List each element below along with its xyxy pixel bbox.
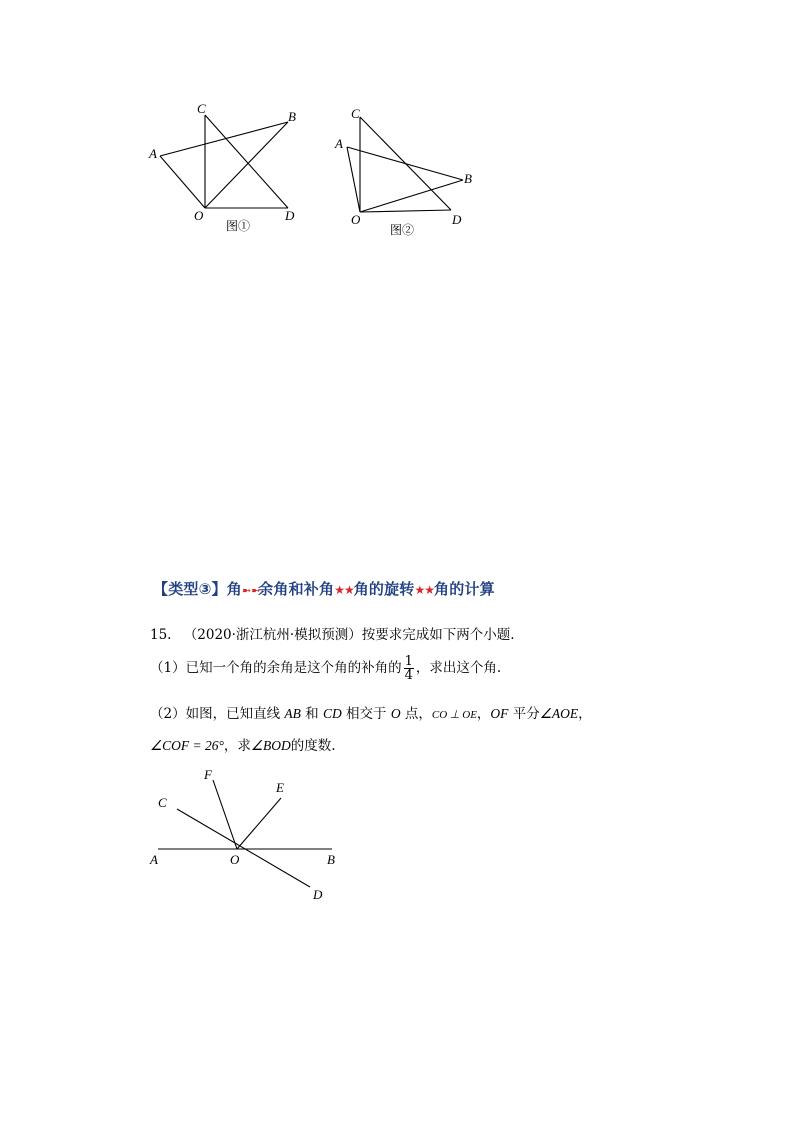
problem-part-2 [150,702,592,722]
fig1-segment-ao [160,156,205,208]
fig3-label-f: F [204,767,212,782]
problem-part-1 [150,655,501,682]
fig3-label-d: D [313,887,323,902]
fig1-segment-cd [205,115,288,208]
line3-text-a: ，求 [223,738,251,754]
star-icon: ★★ [334,583,354,597]
fig1-caption: 图① [226,219,251,233]
part2-text-and: 和 [300,706,323,722]
problem-part-2-cont [150,734,336,754]
point-o: O [390,706,401,721]
angle-aoe: ∠AOE [539,706,579,721]
arrow-icon: ➼ ➼ [241,584,259,597]
line3-text-b: 的度数. [290,738,336,754]
fig2-label-d: D [452,212,462,227]
fig3-label-a: A [150,852,158,867]
problem-header [150,623,515,643]
angle-bod: ∠BOD [250,738,291,753]
fig1-label-a: A [149,146,157,161]
heading-title-mid2: 角的旋转 [353,580,415,598]
fig3-ray-oe [237,798,281,849]
angle-cof-given: ∠COF = 26° [150,738,224,753]
problem-number: 15. [150,627,172,643]
ray-of: OF [490,706,509,721]
part2-text-c: 点， [400,706,432,722]
fig2-segment-ao [347,147,360,212]
fig3-label-b: B [327,852,335,867]
fig1-label-c: C [197,101,206,116]
figure-2 [330,100,490,245]
fraction-one-quarter [404,655,414,682]
perpendicular-condition: CO ⊥ OE [431,709,477,721]
fraction-denominator: 4 [404,668,413,683]
part2-text-e: 平分 [508,706,540,722]
line-cd: CD [322,706,342,721]
fig1-label-b: B [288,109,296,124]
fig3-ray-of [213,780,237,849]
figure-3 [140,760,360,910]
fig1-label-o: O [194,208,204,223]
fraction-numerator: 1 [404,654,413,669]
part2-text-d: ， [476,706,491,722]
part1-text-b: ，求出这个角. [415,660,502,676]
line-ab: AB [284,706,301,721]
fig2-label-b: B [464,171,472,186]
heading-title-end: 角的计算 [434,580,495,598]
fig3-label-c: C [158,795,167,810]
heading-title-open: 【类型③】角 [153,580,242,598]
fig3-line-cd [177,809,310,887]
fig2-label-o: O [351,212,361,227]
fig3-label-o: O [230,852,240,867]
heading-title-mid1: 余角和补角 [258,580,335,598]
star-icon: ★★ [414,583,435,597]
fig2-caption: 图② [390,223,415,237]
section-heading [153,578,495,599]
part1-text-a: （1）已知一个角的余角是这个角的补角的 [150,660,402,676]
fig2-label-c: C [351,106,360,121]
fig2-segment-od [360,210,451,212]
part2-text-b: 相交于 [341,706,391,722]
fig2-label-a: A [335,136,343,151]
fig2-segment-ab [347,147,463,180]
fig1-segment-ab [160,122,288,156]
fig1-segment-ob [205,122,288,208]
problem-source: （2020·浙江杭州·模拟预测）按要求完成如下两个小题. [183,627,515,643]
fig3-label-e: E [276,780,284,795]
figure-1 [140,98,320,243]
part2-text-f: ， [578,706,592,722]
fig1-label-d: D [285,208,295,223]
part2-text-a: （2）如图，已知直线 [150,706,285,722]
